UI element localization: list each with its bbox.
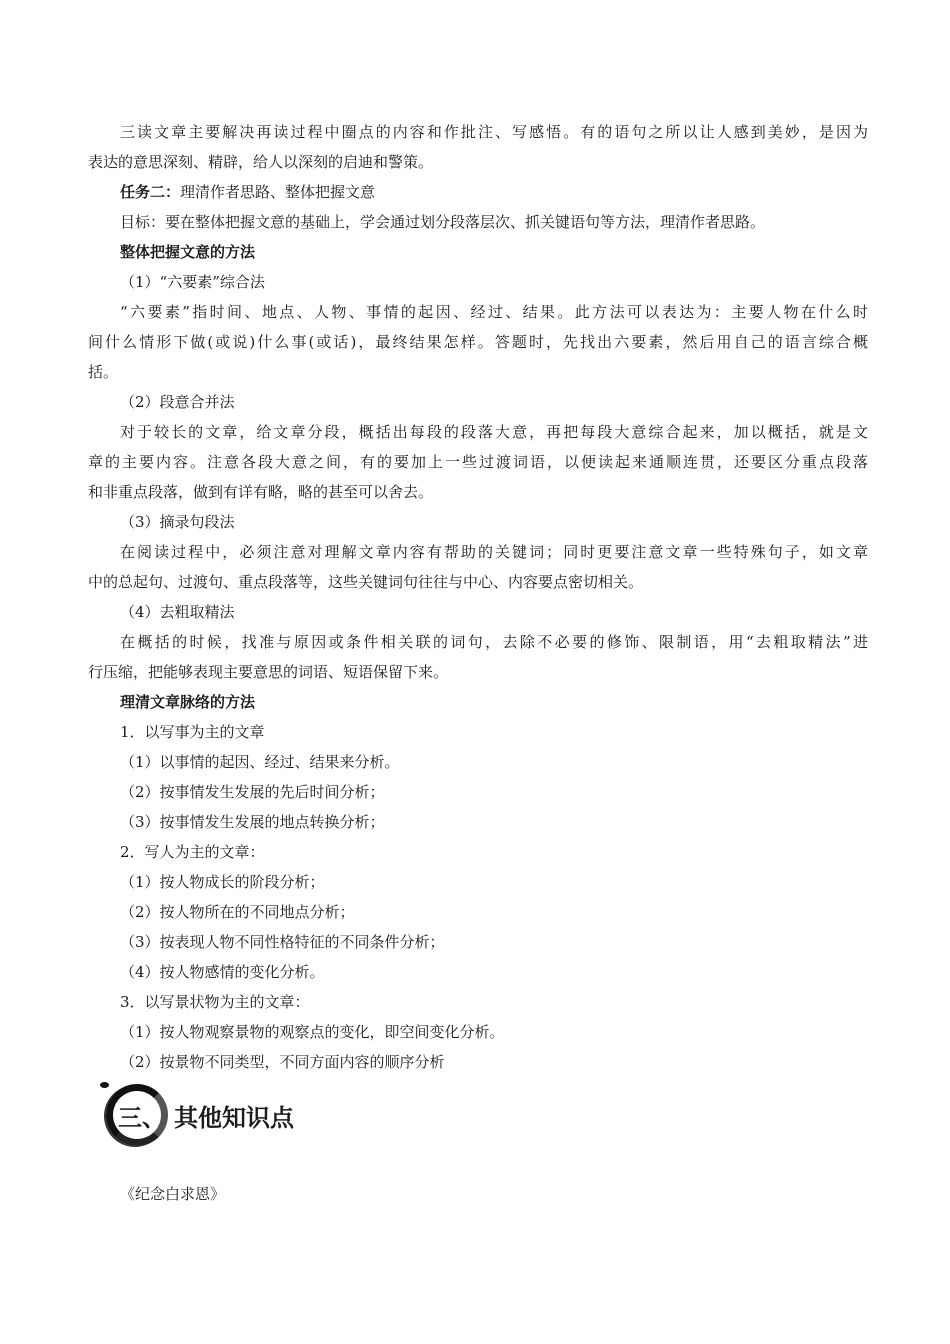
paragraph-line: 行压缩，把能够表现主要意思的词语、短语保留下来。 bbox=[88, 663, 449, 681]
task-label: 任务二： bbox=[120, 183, 181, 201]
subheading: 整体把握文意的方法 bbox=[120, 243, 256, 261]
brush-dot-icon bbox=[100, 1082, 109, 1088]
task-heading bbox=[88, 177, 868, 207]
paragraph-line: 在阅读过程中，必须注意对理解文章内容有帮助的关键词；同时更要注意文章一些特殊句子，如文章 bbox=[120, 543, 868, 561]
paragraph-line: 章的主要内容。注意各段大意之间，有的要加上一些过渡词语，以便读起来通顺连贯，还要区分重点段落 bbox=[88, 453, 868, 471]
list-item: 1．以写事为主的文章 bbox=[120, 723, 265, 741]
list-item: （2）按人物所在的不同地点分析； bbox=[120, 903, 355, 921]
paragraph-line: 对于较长的文章，给文章分段，概括出每段的段落大意，再把每段大意综合起来，加以概括，就是文 bbox=[120, 423, 868, 441]
list-item: （1）按人物观察景物的观察点的变化，即空间变化分析。 bbox=[120, 1023, 505, 1041]
method-title: （2）段意合并法 bbox=[120, 393, 235, 411]
method-title: （1）“六要素”综合法 bbox=[120, 273, 265, 291]
paragraph-line: 括。 bbox=[88, 363, 119, 381]
list-item: （4）按人物感情的变化分析。 bbox=[120, 963, 325, 981]
list-item: （2）按事情发生发展的先后时间分析； bbox=[120, 783, 385, 801]
method-title: （4）去粗取精法 bbox=[120, 603, 235, 621]
goal-line: 目标：要在整体把握文意的基础上，学会通过划分段落层次、抓关键语句等方法，理清作者思路。 bbox=[120, 213, 766, 231]
section-heading bbox=[100, 1082, 500, 1146]
list-item: 2．写人为主的文章： bbox=[120, 843, 265, 861]
section-number: 三、 bbox=[118, 1104, 166, 1132]
article-title: 《纪念白求恩》 bbox=[120, 1185, 226, 1203]
task-title: 理清作者思路、整体把握文意 bbox=[180, 183, 376, 201]
subheading: 理清文章脉络的方法 bbox=[120, 693, 256, 711]
list-item: （2）按景物不同类型，不同方面内容的顺序分析 bbox=[120, 1053, 445, 1071]
list-item: （3）按事情发生发展的地点转换分析； bbox=[120, 813, 385, 831]
list-item: 3．以写景状物为主的文章： bbox=[120, 993, 310, 1011]
list-item: （1）按人物成长的阶段分析； bbox=[120, 873, 325, 891]
paragraph-line: 中的总起句、过渡句、重点段落等，这些关键词句往往与中心、内容要点密切相关。 bbox=[88, 573, 644, 591]
document-body bbox=[88, 117, 868, 1077]
list-item: （1）以事情的起因、经过、结果来分析。 bbox=[120, 753, 400, 771]
list-item: （3）按表现人物不同性格特征的不同条件分析； bbox=[120, 933, 445, 951]
paragraph-line: 间什么情形下做(或说)什么事(或话)，最终结果怎样。答题时，先找出六要素，然后用自己的语言综合概 bbox=[88, 333, 868, 351]
method-title: （3）摘录句段法 bbox=[120, 513, 235, 531]
section-title: 其他知识点 bbox=[174, 1104, 294, 1132]
paragraph-line: 和非重点段落，做到有详有略，略的甚至可以舍去。 bbox=[88, 483, 434, 501]
paragraph-line: 表达的意思深刻、精辟，给人以深刻的启迪和警策。 bbox=[88, 153, 434, 171]
paragraph-line: 在概括的时候，找准与原因或条件相关联的词句，去除不必要的修饰、限制语，用“去粗取精法”进 bbox=[120, 633, 868, 651]
paragraph-line: 三读文章主要解决再读过程中圈点的内容和作批注、写感悟。有的语句之所以让人感到美妙，是因为 bbox=[120, 123, 868, 141]
paragraph-line: “六要素”指时间、地点、人物、事情的起因、经过、结果。此方法可以表达为：主要人物在什么时 bbox=[120, 303, 868, 321]
